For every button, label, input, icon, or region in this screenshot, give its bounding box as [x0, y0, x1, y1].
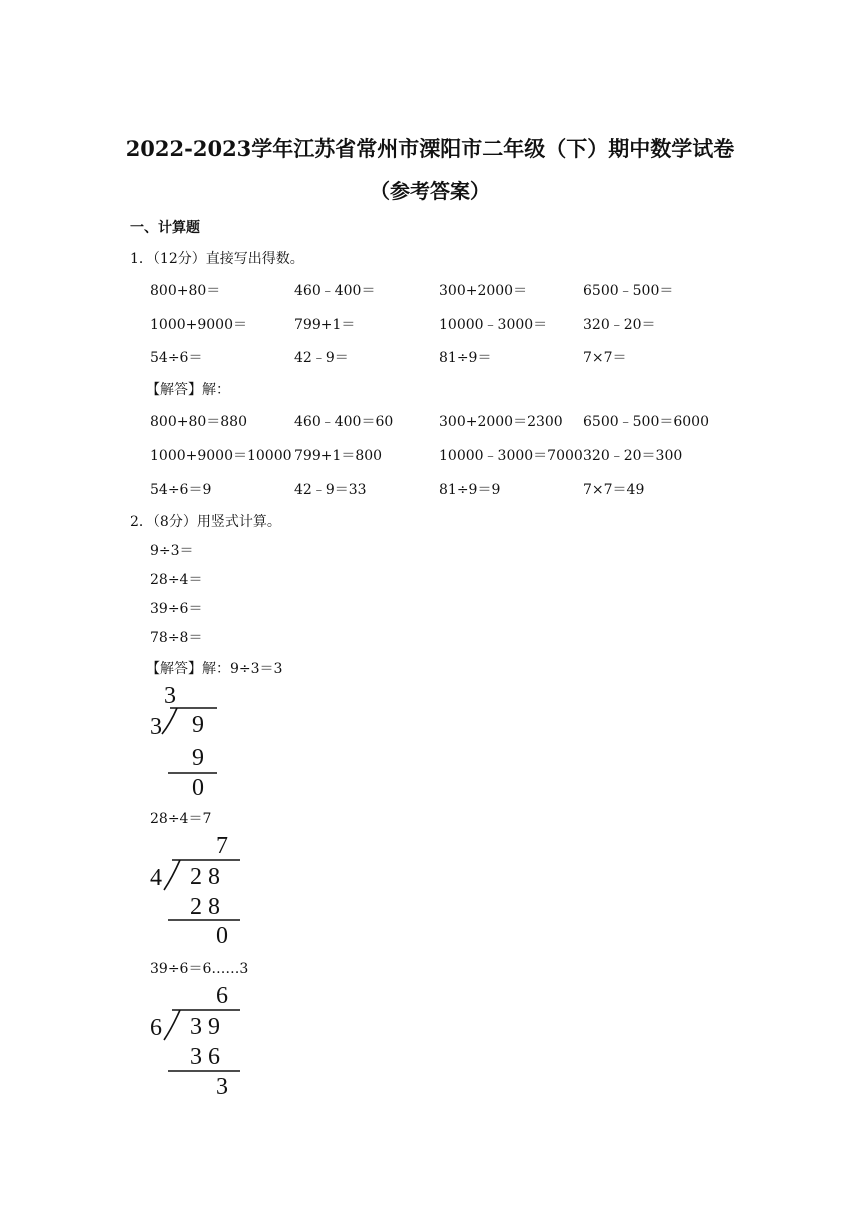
q1-problem: 320﹣20＝ [583, 317, 656, 333]
quotient: 7 [216, 833, 228, 859]
long-division-1 [150, 684, 230, 804]
q1-answer-row [150, 445, 750, 465]
partial-product: 9 [192, 745, 204, 771]
dividend: 3 9 [190, 1014, 220, 1040]
q1-answer-row [150, 411, 750, 431]
q2-problem: 9÷3＝ [150, 543, 194, 559]
divisor: 3 [150, 714, 162, 740]
partial-product: 2 8 [190, 894, 220, 920]
long-division-2 [150, 834, 250, 954]
q1-problem: 460﹣400＝ [294, 283, 376, 299]
q1-answer: 1000+9000＝10000 [150, 448, 292, 464]
q1-problem: 81÷9＝ [439, 350, 492, 366]
remainder: 3 [216, 1074, 228, 1100]
question-1-prompt: 1．（12分）直接写出得数。 [130, 251, 304, 267]
q1-answer: 10000﹣3000＝7000 [439, 448, 583, 464]
q1-answer: 42﹣9＝33 [294, 482, 367, 498]
q1-problem: 800+80＝ [150, 283, 221, 299]
q1-problem: 6500﹣500＝ [583, 283, 674, 299]
dividend: 9 [192, 712, 204, 738]
divisor: 4 [150, 865, 162, 891]
q1-problem-row [150, 314, 750, 334]
q1-answer-label: 【解答】解： [146, 382, 230, 398]
q1-answer: 54÷6＝9 [150, 482, 212, 498]
q2-caption: 39÷6＝6……3 [150, 961, 249, 977]
q1-answer: 800+80＝880 [150, 414, 247, 430]
q1-answer: 460﹣400＝60 [294, 414, 394, 430]
remainder: 0 [216, 923, 228, 949]
q1-problem: 300+2000＝ [439, 283, 528, 299]
exam-subtitle: （参考答案） [370, 179, 490, 203]
q1-problem: 54÷6＝ [150, 350, 203, 366]
remainder: 0 [192, 775, 204, 801]
q1-problem-row [150, 280, 750, 300]
q1-answer-row [150, 479, 750, 499]
q1-problem: 799+1＝ [294, 317, 356, 333]
q1-answer: 7×7＝49 [583, 482, 645, 498]
q1-problem-row [150, 347, 750, 367]
q2-answer-label: 【解答】解：9÷3＝3 [146, 661, 283, 677]
exam-title: 2022-2023学年江苏省常州市溧阳市二年级（下）期中数学试卷 [125, 136, 735, 161]
q1-answer: 6500﹣500＝6000 [583, 414, 709, 430]
divisor: 6 [150, 1015, 162, 1041]
q2-caption: 28÷4＝7 [150, 811, 212, 827]
q1-problem: 10000﹣3000＝ [439, 317, 548, 333]
q1-problem: 42﹣9＝ [294, 350, 349, 366]
q2-problem: 78÷8＝ [150, 630, 203, 646]
section-heading: 一、计算题 [130, 220, 200, 236]
q1-problem: 1000+9000＝ [150, 317, 247, 333]
q1-answer: 799+1＝800 [294, 448, 383, 464]
long-division-3 [150, 984, 250, 1104]
quotient: 3 [164, 683, 176, 709]
question-2-prompt: 2．（8分）用竖式计算。 [130, 514, 281, 530]
q2-problem: 28÷4＝ [150, 572, 203, 588]
division-bracket [150, 684, 230, 804]
quotient: 6 [216, 983, 228, 1009]
dividend: 2 8 [190, 864, 220, 890]
q1-answer: 320﹣20＝300 [583, 448, 683, 464]
q1-answer: 81÷9＝9 [439, 482, 501, 498]
partial-product: 3 6 [190, 1044, 220, 1070]
q2-problem: 39÷6＝ [150, 601, 203, 617]
q1-answer: 300+2000＝2300 [439, 414, 563, 430]
q1-problem: 7×7＝ [583, 350, 627, 366]
